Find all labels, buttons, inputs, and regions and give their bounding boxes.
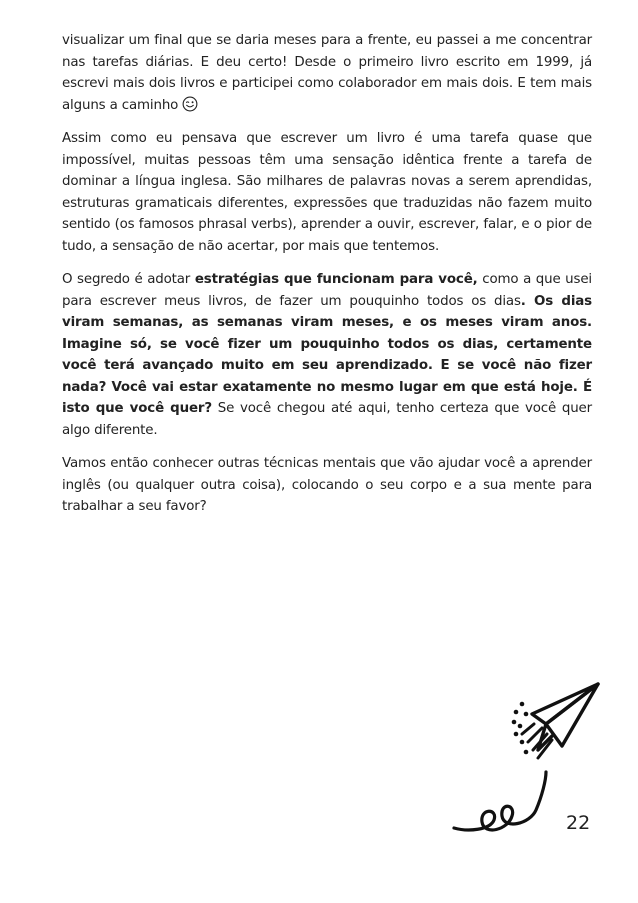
winking-smiley-icon [182, 96, 198, 112]
paragraph-2: Assim como eu pensava que escrever um livro é uma tarefa quase que impossível, muitas pessoas têm uma sensação idêntica frente a tarefa de dominar a língua inglesa. São milhares de palavras novas a serem aprendidas, estruturas gramaticais diferentes, expressões que traduzidas não fazem muito sentido (os famosos phrasal verbs), aprender a ouvir, escrever, falar, e o pior de tudo, a sensação de não acertar, por mais que tentemos. [62, 131, 592, 254]
paragraph-1 [62, 30, 592, 116]
paragraph-3 [62, 269, 592, 441]
paragraph-3-closing: Se você chegou até aqui, tenho certeza que você quer algo diferente. [62, 401, 592, 438]
paragraph-4: Vamos então conhecer outras técnicas mentais que vão ajudar você a aprender inglês (ou qualquer outra coisa), colocando o seu corpo e a sua mente para trabalhar a seu favor? [62, 456, 592, 514]
page-number: 22 [566, 812, 591, 834]
page-body [62, 30, 592, 530]
paragraph-1-text: visualizar um final que se daria meses para a frente, eu passei a me concentrar nas tarefas diárias. E deu certo! Desde o primeiro livro escrito em 1999, já escrevi mais dois livros e participei como colaborador em mais dois. E tem mais alguns a caminho [62, 33, 592, 113]
paragraph-3-highlight-days: . Os dias viram semanas, as semanas viram meses, e os meses viram anos. Imagine só, se você fizer um pouquinho todos os dias, certamente você terá avançado muito em seu aprendizado. E se você não fizer nada? Você vai estar exatamente no mesmo lugar em que está hoje. É isto que você quer? [62, 293, 592, 416]
paragraph-3-middle: como a que usei para escrever meus livros, de fazer um pouquinho todos os dias [62, 272, 592, 309]
paragraph-3-intro: O segredo é adotar [62, 272, 195, 287]
paragraph-3-highlight-strategies: estratégias que funcionam para você, [194, 272, 478, 287]
